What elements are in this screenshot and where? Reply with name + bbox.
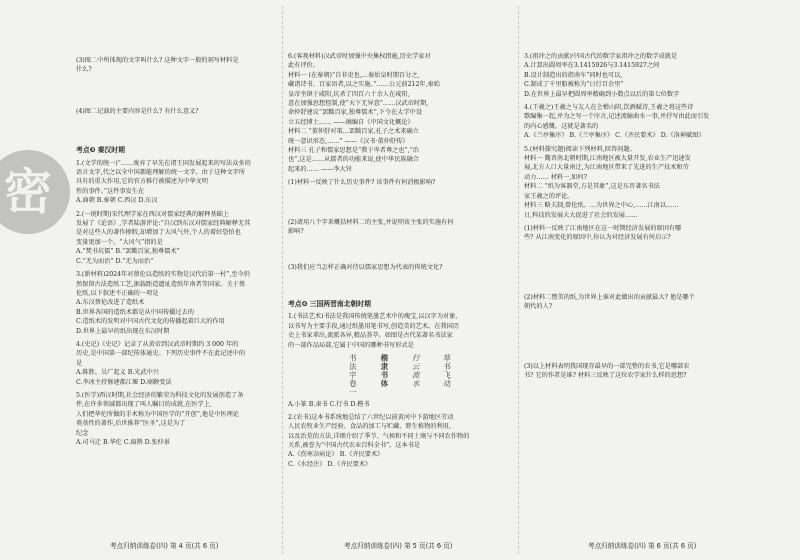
section-heading: 考点❹ 三国两晋南北朝时期 [288,299,371,308]
text-line: 2.(一统时期)宋代理学家在西汉对儒家经典的解释基础上 [76,210,230,218]
question-5 [524,145,774,220]
answer-space [288,188,514,218]
answer-space [288,272,514,294]
question-5 [76,391,274,447]
page-6-column [524,8,774,380]
text-line: 的内心感慨。这就是著名的 [524,122,599,130]
calligraphy-column: 草书飞动 [442,353,452,388]
page-4-column [76,8,274,451]
page-footer: 考点归纳训练卷(四) 第 4 页(共 6 页) [110,542,219,550]
question-2 [288,413,514,469]
sub-question: (1)材料一反映了什么历史事件? 该事件有何消极影响? [288,179,436,187]
text-line: 材料一 (在秦朝)“自非吏也,…秦始皇时期百分之, [288,71,420,79]
sub-question: (3)以上材料表明我国现存最早的一部完整的农书,它是哪部农 [524,362,690,370]
answer-space [524,312,774,362]
text-line: 4.(王羲之)王羲之与友人在会稽山阴,饮酒赋诗,王羲之将这些诗 [524,104,694,112]
text-line: 件,在许多领域都出现了叫人瞩目的成就,在医学上, [76,401,212,409]
text-line: 动力…… 材料一,如何? [524,173,587,181]
answer-options: A.商朝 B.秦朝 C.西汉 D.东汉 [76,197,158,205]
sub-question: (3)我们应当怎样正确对待以儒家思想为代表的传统文化? [288,263,443,271]
text-line: B.设计制造出的指南车“同时也可以, [524,71,623,79]
text-line: 也”,这是……从儒者的功能来说,使中华民族融合 [288,156,419,164]
text-line: D.世界上最早的纸出现在东汉时期 [76,327,170,335]
text-line: 意在加强思想控制,使“天下无异意”……汉武帝时期, [288,100,429,108]
text-line: 变量更加一个。“大风气”指的是 [76,238,163,246]
answer-options: A.《兰亭集序》 B.《兰亭集序》 C.《齐民要术》 D.《洛神赋图》 [524,132,705,140]
sub-question: (2)请用八个字来概括材料二的主张,并说明该主张的实施有何 [288,218,454,226]
text-line: 歌编集一起,并为之写一个序言,记述流觞曲水一事,并抒写由此而引发 [524,113,710,121]
text-line: 关系,被誉为“中国古代农业百科全书”。这本书是 [288,442,421,450]
question-6 [288,52,514,174]
text-line: 藏诸诗书、百家语者,以之实施。”……公元前212年,秦始 [288,81,440,89]
text-line: 家王羲之的评论。 [524,192,574,200]
seal-stamp-icon: 密 [0,150,70,234]
text-line: 6.(客观材料)汉武帝时加强中央集权措施,历史学家对 [288,53,431,60]
text-line: 人们把华佗所做的手术称为中国医学的“开创”,他是中医理论 [76,410,239,418]
text-line: 语言文字,代之以全中国都能理解的统一文字。由于这种文字所 [76,169,246,177]
text-line: 是对这些人的著作掺假,却增加了大风气外,个人的着好恐怕也 [76,229,241,237]
answer-space [524,243,774,293]
text-line: 此有评价。 [288,62,319,70]
question-4 [524,103,774,141]
text-line: 的一部作品局部,它属于中国的哪种书写形式是 [288,341,414,349]
text-line: 是 [76,359,83,367]
answer-options: A.司马迁 B.华佗 C.扁鹊 D.张仲景 [76,439,170,446]
calligraphy-column: 楷隶书体 [379,353,389,388]
text-line: 立五经博士…… ——摘编自《中国文化概论》 [288,118,414,126]
sub-question: (1)材料一反映了江南地区在这一时期经济发展的原因有哪 [524,224,682,232]
calligraphy-image [348,354,514,397]
answer-options: A.“焚书坑儒” B.“罢黜百家,独尊儒术” [76,248,180,256]
text-line: 4.(史记)《史记》记录了从黄帝到汉武帝时期约 3 000 年的 [76,340,239,348]
text-line: 材料三 略夫制,曾伦纸、…为世界之中心,……江南以…… [524,202,679,210]
text-line: 发展了《论语》,学者陆游评论:“自汉到东汉对儒家经典解释无其 [76,220,251,228]
page-footer: 考点归纳训练卷(四) 第 5 页(共 6 页) [344,542,453,550]
page-footer: 考点归纳训练卷(四) 第 6 页(共 6 页) [588,542,697,550]
answer-space [76,79,274,107]
text-line: 以及治荒的方法,详细介绍了季节、气候和不同土壤与不同农作物的 [288,432,470,440]
page-5-column [288,8,514,473]
text-line: 展,北方人口大量南迁,为江南地区带来了先进的生产技术和劳 [524,164,689,172]
text-line: C.造纸术的发明对中国古代文化的传播起着巨大的作用 [76,318,225,326]
question-4 [76,340,274,387]
text-line: 材料一 魏晋南北朝时期,江南地区被大量开发,农业生产迅速发 [524,155,691,163]
text-line: 材料二 “纸为客器堂,方是其象”,这是东晋著名书法 [524,183,660,191]
answer-space [76,120,274,140]
text-line: 历史,是中国第一部纪传体通史。下列历史事件不在此记述中的 [76,350,246,358]
text-line: 纪念 [76,429,89,437]
text-line: 命仲舒建议“罢黜百家,独尊儒术”,下令在太学中设 [288,109,423,117]
text-line: 5.(材料探究题)阅读下列材料,回答问题。 [524,145,636,153]
column-divider [282,6,283,554]
text-line: 然保留古法造纸工艺,据载距造遗址造纸年南者等国家。关于蔡 [76,280,246,288]
text-line: 3.(祖冲之的贡献)中国古代的数学家祖冲之的数学成就是 [524,53,678,60]
answer-options: C.李冰主持修建都江堰 D.商鞅变法 [76,378,172,386]
answer-options: A.小篆 B.隶书 C.行书 D.楷书 [288,401,370,409]
sub-question: (2)材料二赞美的纸,为世界上谁对此做出的贡献最大? 他是哪个 [524,293,695,301]
text-line: 什么? [76,66,92,74]
text-line: A.东汉蔡伦改进了造纸术 [76,299,145,307]
text-line: 统一意识形态,……” ——《汉书·董仲舒传》 [288,137,409,145]
calligraphy-column: 行云流水 [411,353,421,388]
text-line: 起来的…… ——李大钊 [288,165,352,173]
text-line: 材料二 “董仲舒对策…罢黜百家,孔子之术来确立 [288,128,419,136]
text-line: 皇帝坐镇于咸阳,坑杀了四百六十余人在咸阳, [288,90,410,98]
column-divider [518,6,519,554]
answer-options: C.《水经注》 D.《齐民要术》 [288,460,372,468]
text-line: 3.(新材料)2024年对蔡伦以造纸的实物是汉代后第一村”,至今仍 [76,271,250,279]
sub-question: 影响? [288,228,304,236]
question-3 [524,52,774,99]
text-line: 1.(书法艺术)书法是我国传统笔墨艺术中的瑰宝,以汉字为对象, [288,313,458,321]
answer-space [288,237,514,263]
question-2 [76,210,274,266]
question-4-sub [76,107,274,116]
text-line: 材料三 孔子和儒家思想是“教于卑者尊之也”,“治 [288,147,419,155]
question-3-sub [76,56,274,75]
question-3 [76,270,274,336]
text-line: C.制成了千里船被称为“日行百余里” [524,81,624,89]
text-line: 2.(农书)这本书系统地总结了六世纪以前黄河中下游地区劳动 [288,413,454,421]
text-line: B.世界各国的造纸术都是从中国传播过去的 [76,308,194,316]
sub-question: 朝代的人? [524,303,553,311]
text-line: A.计算出圆周率在3.1415926与3.1415927之间 [524,62,660,70]
text-line: 1.(文学的统一)“……废弃了早先在诸王国发展起来的写法众多的 [76,159,251,167]
text-line: (3)图二中所体现的文字叫什么? 这种文字一般的刻写材料是 [76,57,239,64]
answer-options: A.《伤寒杂病论》 B.《齐民要术》 [288,451,384,459]
text-line: (4)图二记载的主要内容是什么? 有什么意义? [76,107,199,115]
text-line: 性的事件。”这件事发生在 [76,187,145,195]
text-line: 史上书家辈出,流派各异,精品荟萃。如图是古代某著名书法家 [288,332,453,340]
calligraphy-column: 书法字卷一 [348,353,358,397]
section-heading: 考点❸ 秦汉时期 [76,146,125,155]
answer-options: A.陈胜、吴广起义 B.光武中兴 [76,369,159,377]
text-line: 伦纸,以下叙述不正确的一项是 [76,289,159,297]
question-1 [76,159,274,206]
answer-options: C.“无为而治” D.“无为而治” [76,257,154,265]
text-line: 以书写为主要手段,通过纸墨用笔书写,创造美的艺术。在我国历 [288,322,459,330]
sub-question: 些? 从江南变化的原因中,你认为对经济发展有何启示? [524,234,671,242]
sub-question: 书? 它的作者是谁? 材料三反映了这位农学家什么样的思想? [524,371,687,379]
text-line: 5.(医学)西汉时期,社会经济的繁荣为科技文化的发展创造了条 [76,391,244,399]
text-line: 奠基性的著作,后世推荐“医圣”,这是为了 [76,420,186,428]
question-1 [288,312,514,350]
text-line: D.在世界上最早把圆周率精确到小数点以后的第七位数字 [524,90,680,98]
text-line: 具有的重大作用,它的官方推行被描述为中华文明 [76,178,208,186]
text-line: 日,科技的发展大大促进了社会的发展…… [524,211,638,219]
text-line: 人民农牧业生产经验、食品的加工与贮藏、野生植物的利用, [288,423,451,431]
